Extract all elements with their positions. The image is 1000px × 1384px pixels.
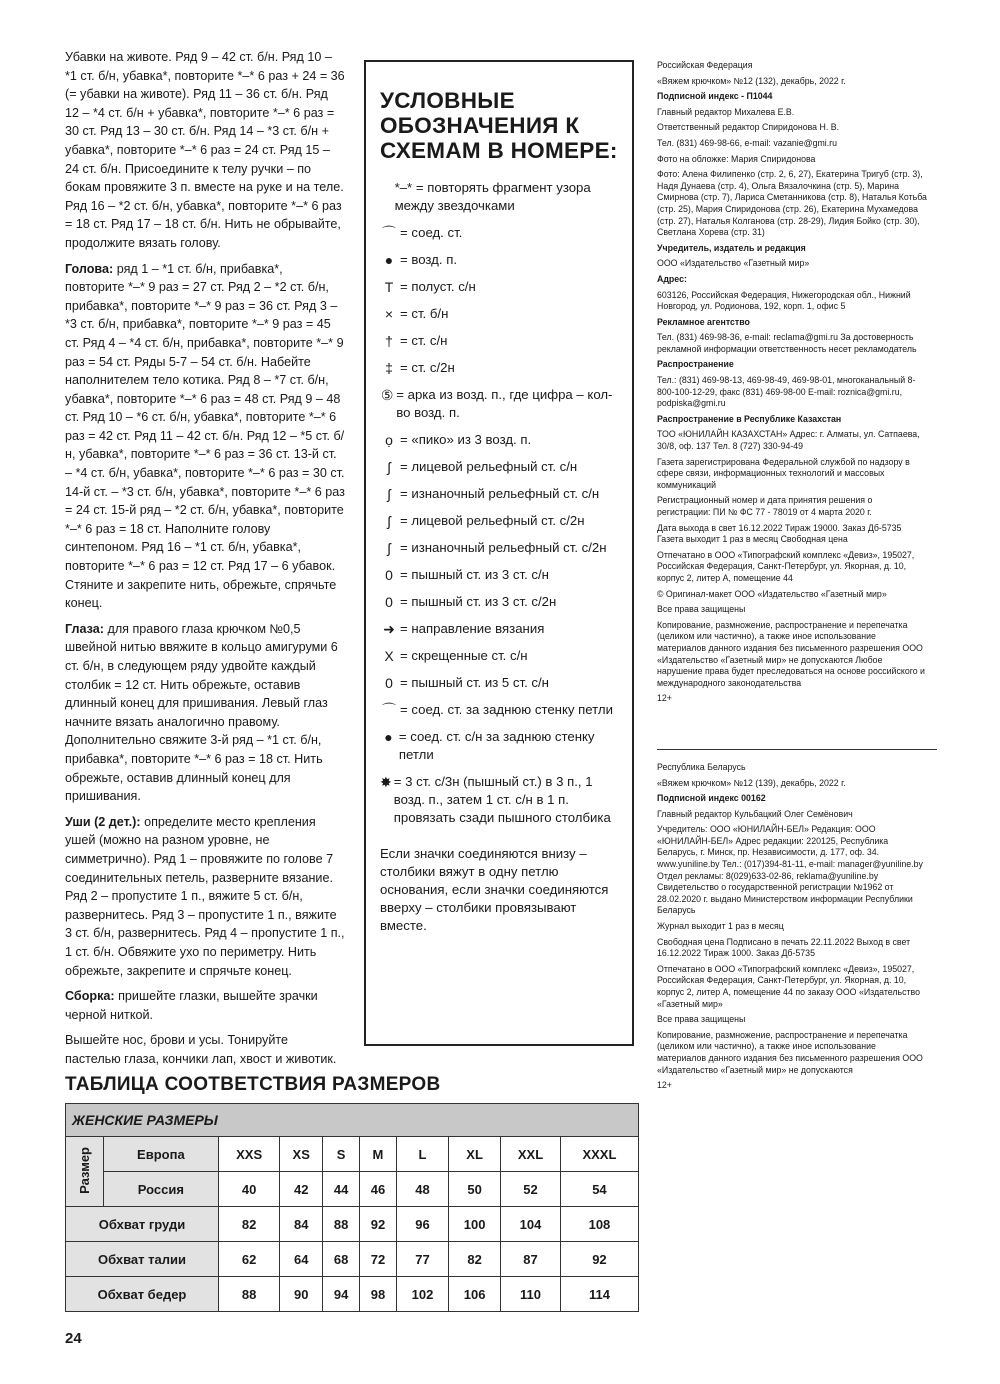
legend-text: = пышный ст. из 5 ст. с/н xyxy=(400,675,549,690)
row-label: Обхват талии xyxy=(66,1242,219,1277)
label-ears: Уши (2 дет.): xyxy=(65,814,141,829)
imprint-line: Адрес: xyxy=(657,273,687,284)
legend-text: *–* = повторять фрагмент узора между звездочками xyxy=(394,180,591,213)
legend-symbol-icon: 0 xyxy=(385,675,393,691)
table-cell: 77 xyxy=(396,1242,448,1277)
symbols-legend xyxy=(364,60,634,1046)
imprint-line: Главный редактор Кульбацкий Олег Семёнович xyxy=(657,808,853,819)
legend-item xyxy=(380,566,618,584)
legend-text: = арка из возд. п., где цифра – кол-во возд. п. xyxy=(396,387,613,420)
legend-text: = соед. ст. xyxy=(400,225,463,240)
legend-item xyxy=(380,305,618,323)
imprint-line: «Вяжем крючком» №12 (132), декабрь, 2022 г. xyxy=(657,75,846,86)
imprint-divider xyxy=(657,749,937,750)
table-cell: 82 xyxy=(219,1207,280,1242)
legend-symbol-icon: ✸ xyxy=(380,774,392,790)
table-cell: 104 xyxy=(501,1207,561,1242)
legend-text: = ст. с/н xyxy=(400,333,448,348)
legend-symbol-icon: ➜ xyxy=(383,621,395,637)
imprint-line: Фото: Алена Филипенко (стр. 2, 6, 27), Екатерина Тригуб (стр. 3), Надя Дунаева (стр. 4), Ольга Вязалочкина (стр. 5), Марина Смирнова (стр. 7), Лариса Сметанникова (стр. 8), Наталья Котьба (стр. 25), Мария Спиридонова (стр. 26), Екатерина Мухамедова (стр. 27), Наталья Колганова (стр. 28-29), Лидия Бойко (стр. 30), Светлана Хорева (стр. 31) xyxy=(657,169,927,238)
label-eyes: Глаза: xyxy=(65,621,104,636)
table-cell: L xyxy=(396,1137,448,1172)
table-cell: 50 xyxy=(449,1172,501,1207)
legend-item xyxy=(380,620,618,638)
legend-item xyxy=(380,593,618,611)
legend-symbol-icon: T xyxy=(384,279,394,295)
table-cell: 100 xyxy=(449,1207,501,1242)
imprint-line: Главный редактор Михалева Е.В. xyxy=(657,106,795,117)
legend-symbol-icon: ● xyxy=(384,729,393,745)
imprint xyxy=(657,60,927,1096)
legend-item xyxy=(380,728,618,764)
legend-text: = лицевой рельефный ст. с/н xyxy=(400,459,578,474)
imprint-line: Все права защищены xyxy=(657,604,746,615)
legend-list xyxy=(380,179,618,827)
legend-text: = пышный ст. из 3 ст. с/2н xyxy=(400,594,557,609)
legend-symbol-icon: ʃ xyxy=(387,513,391,529)
imprint-line: 603126, Российская Федерация, Нижегородская обл., Нижний Новгород, ул. Родионова, 192, корп. 1, офис 5 xyxy=(657,289,911,312)
legend-text: = скрещенные ст. с/н xyxy=(400,648,528,663)
table-cell: 87 xyxy=(501,1242,561,1277)
imprint-line: Копирование, размножение, распространение и перепечатка (целиком или частично), а также иное использование материалов данного издания без письменного разрешения ООО «Издательство «Газетный мир» не допускаются Любое нарушение права будет преследоваться на основе российского и международного законодательства xyxy=(657,619,925,688)
legend-symbol-icon: ⌒ xyxy=(382,225,396,241)
legend-symbol-icon: 0 xyxy=(385,594,393,610)
legend-text: = изнаночный рельефный ст. с/2н xyxy=(400,540,607,555)
table-cell: 42 xyxy=(280,1172,323,1207)
table-row xyxy=(66,1172,639,1207)
legend-text: = 3 ст. с/3н (пышный ст.) в 3 п., 1 возд. п., затем 1 ст. с/н в 1 п. провязать сзади пышного столбика xyxy=(393,774,611,825)
paragraph-ears xyxy=(65,813,345,980)
legend-symbol-icon: † xyxy=(385,333,393,349)
legend-item xyxy=(380,512,618,530)
legend-item xyxy=(380,431,618,449)
imprint-line: © Оригинал-макет ООО «Издательство «Газетный мир» xyxy=(657,588,887,599)
legend-symbol-icon: ⌒ xyxy=(382,702,396,718)
legend-item xyxy=(380,359,618,377)
legend-symbol-icon: × xyxy=(384,306,394,322)
imprint-line: Рекламное агентство xyxy=(657,316,750,327)
table-cell: 102 xyxy=(396,1277,448,1312)
legend-text: = ст. с/2н xyxy=(400,360,455,375)
legend-item xyxy=(380,485,618,503)
row-label: Европа xyxy=(103,1137,218,1172)
row-label: Обхват бедер xyxy=(66,1277,219,1312)
table-cell: 98 xyxy=(360,1277,397,1312)
table-cell: 110 xyxy=(501,1277,561,1312)
imprint-line: Подписной индекс - П1044 xyxy=(657,91,773,102)
legend-note: Если значки соединяются внизу – столбики вяжут в одну петлю основания, если значки соединяются вверху – столбики провязывают вместе. xyxy=(380,846,609,933)
imprint-line: Газета зарегистрирована Федеральной службой по надзору в сфере связи, информационных технологий и массовых коммуникаций xyxy=(657,456,910,490)
legend-symbol-icon: ‡ xyxy=(385,360,393,376)
size-vertical-label: Размер xyxy=(66,1137,104,1207)
imprint-line: Отпечатано в ООО «Типографский комплекс «Девиз», 195027, Российская Федерация, Санкт-Петербург, ул. Якорная, д. 10, корпус 2, литер А, помещение 44 xyxy=(657,549,915,583)
imprint-line: ТОО «ЮНИЛАЙН КАЗАХСТАН» Адрес: г. Алматы, ул. Сатпаева, 30/8, оф. 137 Тел. 8 (727) 330-94-49 xyxy=(657,429,920,452)
legend-text: = полуст. с/н xyxy=(400,279,476,294)
paragraph-assembly xyxy=(65,987,345,1024)
table-cell: XS xyxy=(280,1137,323,1172)
row-label: Обхват груди xyxy=(66,1207,219,1242)
legend-symbol-icon: ʃ xyxy=(387,459,391,475)
table-cell: 52 xyxy=(501,1172,561,1207)
imprint-line: Распространение в Республике Казахстан xyxy=(657,413,842,424)
table-cell: XXS xyxy=(219,1137,280,1172)
table-cell: 72 xyxy=(360,1242,397,1277)
legend-text: = направление вязания xyxy=(400,621,545,636)
imprint-line: Тел. (831) 469-98-36, e-mail: reclama@gmi.ru За достоверность рекламной информации ответственность несет рекламодатель xyxy=(657,332,917,354)
table-cell: 106 xyxy=(449,1277,501,1312)
table-cell: 82 xyxy=(449,1242,501,1277)
text-eyes: для правого глаза крючком №0,5 швейной нитью ввяжите в кольцо амигуруми 6 ст. б/н, в следующем ряду удвойте каждый столбик = 12 ст. Нить обрежьте, оставив длинный конец для пришивания. Левый глаз начните вязать аналогично правому. Дополнительно свяжите 3-й ряд – *1 ст. б/н, прибавка*, повторите *–* 6 раз = 18 ст. Нить обрежьте, оставив длинный конец для пришивания. xyxy=(65,621,338,804)
table-cell: 92 xyxy=(560,1242,638,1277)
legend-item xyxy=(380,332,618,350)
legend-symbol-icon: ⑤ xyxy=(380,387,394,403)
imprint-line: Подписной индекс 00162 xyxy=(657,793,766,804)
table-cell: S xyxy=(323,1137,360,1172)
legend-text: = «пико» из 3 возд. п. xyxy=(400,432,532,447)
table-cell: 54 xyxy=(560,1172,638,1207)
legend-item xyxy=(380,539,618,557)
text-ears: определите место крепления ушей (можно на разном уровне, не симметрично). Ряд 1 – провяжите по голове 7 соединительных петель, разверните вязание. Ряд 2 – пропустите 1 п., вяжите 5 ст. б/н, развернитесь. Ряд 3 – пропустите 1 п., вяжите 3 ст. б/н, развернитесь. Ряд 4 – пропустите 1 п., 1 ст. б/н. Обвяжите ухо по периметру. Нить обрежьте, закрепите и спрячьте конец. xyxy=(65,814,345,978)
imprint-russia xyxy=(657,60,927,705)
legend-item xyxy=(380,224,618,242)
table-cell: XXL xyxy=(501,1137,561,1172)
table-cell: 88 xyxy=(219,1277,280,1312)
legend-text: = возд. п. xyxy=(400,252,457,267)
table-cell: 94 xyxy=(323,1277,360,1312)
table-row xyxy=(66,1277,639,1312)
legend-title: УСЛОВНЫЕ ОБОЗНАЧЕНИЯ К СХЕМАМ В НОМЕРЕ: xyxy=(380,88,618,163)
legend-item xyxy=(380,458,618,476)
label-assembly: Сборка: xyxy=(65,989,115,1004)
imprint-line: 12+ xyxy=(657,693,672,704)
table-cell: 40 xyxy=(219,1172,280,1207)
table-cell: 92 xyxy=(360,1207,397,1242)
legend-symbol-icon: ʃ xyxy=(387,486,391,502)
imprint-line: Дата выхода в свет 16.12.2022 Тираж 19000. Заказ Дб-5735 Газета выходит 1 раз в месяц Свободная цена xyxy=(657,522,902,545)
legend-item xyxy=(380,647,618,665)
imprint-line: Тел.: (831) 469-98-13, 469-98-49, 469-98-01, многоканальный 8-800-100-12-29, факс (831) 469-98-00 E-mail: roznica@gmi.ru, podpiska@gmi.ru xyxy=(657,375,916,409)
legend-text: = соед. ст. с/н за заднюю стенку петли xyxy=(398,729,595,762)
table-row xyxy=(66,1242,639,1277)
imprint-line: Копирование, размножение, распространение и перепечатка (целиком или частично), а также иное использование материалов данного издания без письменного разрешения ООО «Издательство «Газетный мир» не допускаются xyxy=(657,1029,923,1075)
imprint-line: Отпечатано в ООО «Типографский комплекс «Девиз», 195027, Российская Федерация, Санкт-Петербург, ул. Якорная, д. 10, корпус 2, литер А, помещение 44 по заказу ООО «Издательство «Газетный мир» xyxy=(657,963,920,1009)
table-row xyxy=(66,1207,639,1242)
label-head: Голова: xyxy=(65,261,114,276)
table-cell: 108 xyxy=(560,1207,638,1242)
legend-item xyxy=(380,251,618,269)
imprint-line: Распространение xyxy=(657,359,734,370)
imprint-line: Все права защищены xyxy=(657,1014,746,1025)
imprint-line: Свободная цена Подписано в печать 22.11.2022 Выход в свет 16.12.2022 Тираж 1000. Заказ Дб-5735 xyxy=(657,936,911,959)
size-table xyxy=(65,1103,639,1312)
table-cell: XXXL xyxy=(560,1137,638,1172)
table-cell: 68 xyxy=(323,1242,360,1277)
paragraph-belly: Убавки на животе. Ряд 9 – 42 ст. б/н. Ряд 10 – *1 ст. б/н, убавка*, повторите *–* 6 раз + 24 = 36 (= убавки на животе). Ряд 11 – 36 ст. б/н. Ряд 12 – *4 ст. б/н + убавка*, повторите *–* 6 раз = 30 ст. Ряд 13 – 30 ст. б/н. Ряд 14 – *3 ст. б/н + убавка*, повторите *–* 6 раз = 24 ст. Ряд 15 – 24 ст. б/н. Присоедините к телу ручки – по бокам провяжите 3 п. вместе на руке и на теле. Ряд 16 – *2 ст. б/н, убавка*, повторите *–* 6 раз = 18 ст. Ряд 17 – 18 ст. б/н. Нить не обрывайте, продолжите вязать голову. xyxy=(65,50,345,250)
legend-item xyxy=(380,701,618,719)
legend-symbol-icon: X xyxy=(384,648,394,664)
table-cell: 84 xyxy=(280,1207,323,1242)
paragraph-head xyxy=(65,260,345,613)
paragraph-eyes xyxy=(65,620,345,806)
table-cell: 46 xyxy=(360,1172,397,1207)
legend-item xyxy=(380,278,618,296)
table-cell: 88 xyxy=(323,1207,360,1242)
row-label: Россия xyxy=(103,1172,218,1207)
imprint-line: Российская Федерация xyxy=(657,60,753,70)
legend-text: = ст. б/н xyxy=(400,306,449,321)
legend-item xyxy=(380,674,618,692)
legend-item xyxy=(380,179,618,215)
imprint-line: Журнал выходит 1 раз в месяц xyxy=(657,921,784,932)
table-cell: 96 xyxy=(396,1207,448,1242)
imprint-line: ООО «Издательство «Газетный мир» xyxy=(657,258,810,269)
imprint-line: Учредитель: ООО «ЮНИЛАЙН-БЕЛ» Редакция: ООО «ЮНИЛАЙН-БЕЛ» Адрес редакции: 220125, Республика Беларусь, г. Минск, пр. Независимости, д. 177, оф. 34. www.yuniline.by Тел.: (017)394-81-11, e-mail: manager@yuniline.by Отдел рекламы: 8(029)633-02-86, reklama@yuniline.by Свидетельство о государственной регистрации №1962 от 28.02.2020 г. выдано Министерством информации Республики Беларусь xyxy=(657,824,923,916)
text-head: ряд 1 – *1 ст. б/н, прибавка*, повторите *–* 9 раз = 27 ст. Ряд 2 – *2 ст. б/н, прибавка*, повторите *–* 9 раз = 36 ст. Ряд 3 – *3 ст. б/н, прибавка*, повторите *–* 9 раз = 45 ст. Ряд 4 – *4 ст. б/н, прибавка*, повторите *–* 9 раз = 54 ст. Ряды 5-7 – 54 ст. б/н. Набейте наполнителем тело котика. Ряд 8 – *7 ст. б/н, убавка*, повторите *–* 6 раз = 48 ст. Ряд 9 – 48 ст. Ряд 10 – *6 ст. б/н, убавка*, повторите *–* 6 раз = 42 ст. Ряд 11 – 42 ст. б/н. Ряд 12 – *5 ст. б/н, убавка*, повторите *–* 6 раз = 36 ст. 13-й ст. – *4 ст. б/н, убавка*, повторите *–* 6 раз = 30 ст. 14-й ст. – *3 ст. б/н, убавка*, повторите *–* 6 раз = 24 ст. 15-й ряд – *2 ст. б/н, убавка*, повторите *–* 6 раз = 18 ст. Наполните голову синтепоном. Ряд 16 – *1 ст. б/н, убавка*, повторите *–* 6 раз = 12 ст. Ряд 17 – 6 убавок. Стяните и закрепите нить, обрежьте, спрячьте конец. xyxy=(65,261,345,611)
legend-text: = соед. ст. за заднюю стенку петли xyxy=(400,702,613,717)
table-cell: 90 xyxy=(280,1277,323,1312)
table-row xyxy=(66,1137,639,1172)
table-cell: 44 xyxy=(323,1172,360,1207)
imprint-line: 12+ xyxy=(657,1080,672,1091)
imprint-line: Тел. (831) 469-98-66, e-mail: vazanie@gmi.ru xyxy=(657,137,838,148)
imprint-line: Регистрационный номер и дата принятия решения о регистрации: ПИ № ФС 77 - 78019 от 4 марта 2020 г. xyxy=(657,495,873,517)
imprint-line: «Вяжем крючком» №12 (139), декабрь, 2022 г. xyxy=(657,777,846,788)
size-table-header: ЖЕНСКИЕ РАЗМЕРЫ xyxy=(66,1104,639,1137)
table-cell: 114 xyxy=(560,1277,638,1312)
legend-symbol-icon: 0 xyxy=(385,567,393,583)
page-number: 24 xyxy=(65,1330,82,1347)
article-text xyxy=(65,48,345,1075)
table-cell: 62 xyxy=(219,1242,280,1277)
legend-symbol-icon: ʃ xyxy=(387,540,391,556)
text-assembly: пришейте глазки, вышейте зрачки черной ниткой. xyxy=(65,989,318,1022)
legend-item xyxy=(380,773,618,827)
legend-item xyxy=(380,386,618,422)
legend-text: = пышный ст. из 3 ст. с/н xyxy=(400,567,549,582)
legend-text: = лицевой рельефный ст. с/2н xyxy=(400,513,585,528)
table-cell: M xyxy=(360,1137,397,1172)
table-cell: 64 xyxy=(280,1242,323,1277)
size-table-title: ТАБЛИЦА СООТВЕТСТВИЯ РАЗМЕРОВ xyxy=(65,1074,441,1095)
paragraph-finishing: Вышейте нос, брови и усы. Тонируйте пастелью глаза, кончики лап, хвост и животик. xyxy=(65,1033,337,1066)
table-cell: 48 xyxy=(396,1172,448,1207)
legend-symbol-icon: ọ xyxy=(385,432,393,448)
imprint-line: Ответственный редактор Спиридонова Н. В. xyxy=(657,122,840,133)
legend-symbol-icon: ● xyxy=(384,252,394,268)
imprint-belarus xyxy=(657,762,927,1092)
table-cell: XL xyxy=(449,1137,501,1172)
imprint-line: Республика Беларусь xyxy=(657,761,746,772)
legend-text: = изнаночный рельефный ст. с/н xyxy=(400,486,600,501)
imprint-line: Учредитель, издатель и редакция xyxy=(657,242,806,253)
imprint-line: Фото на обложке: Мария Спиридонова xyxy=(657,153,816,164)
